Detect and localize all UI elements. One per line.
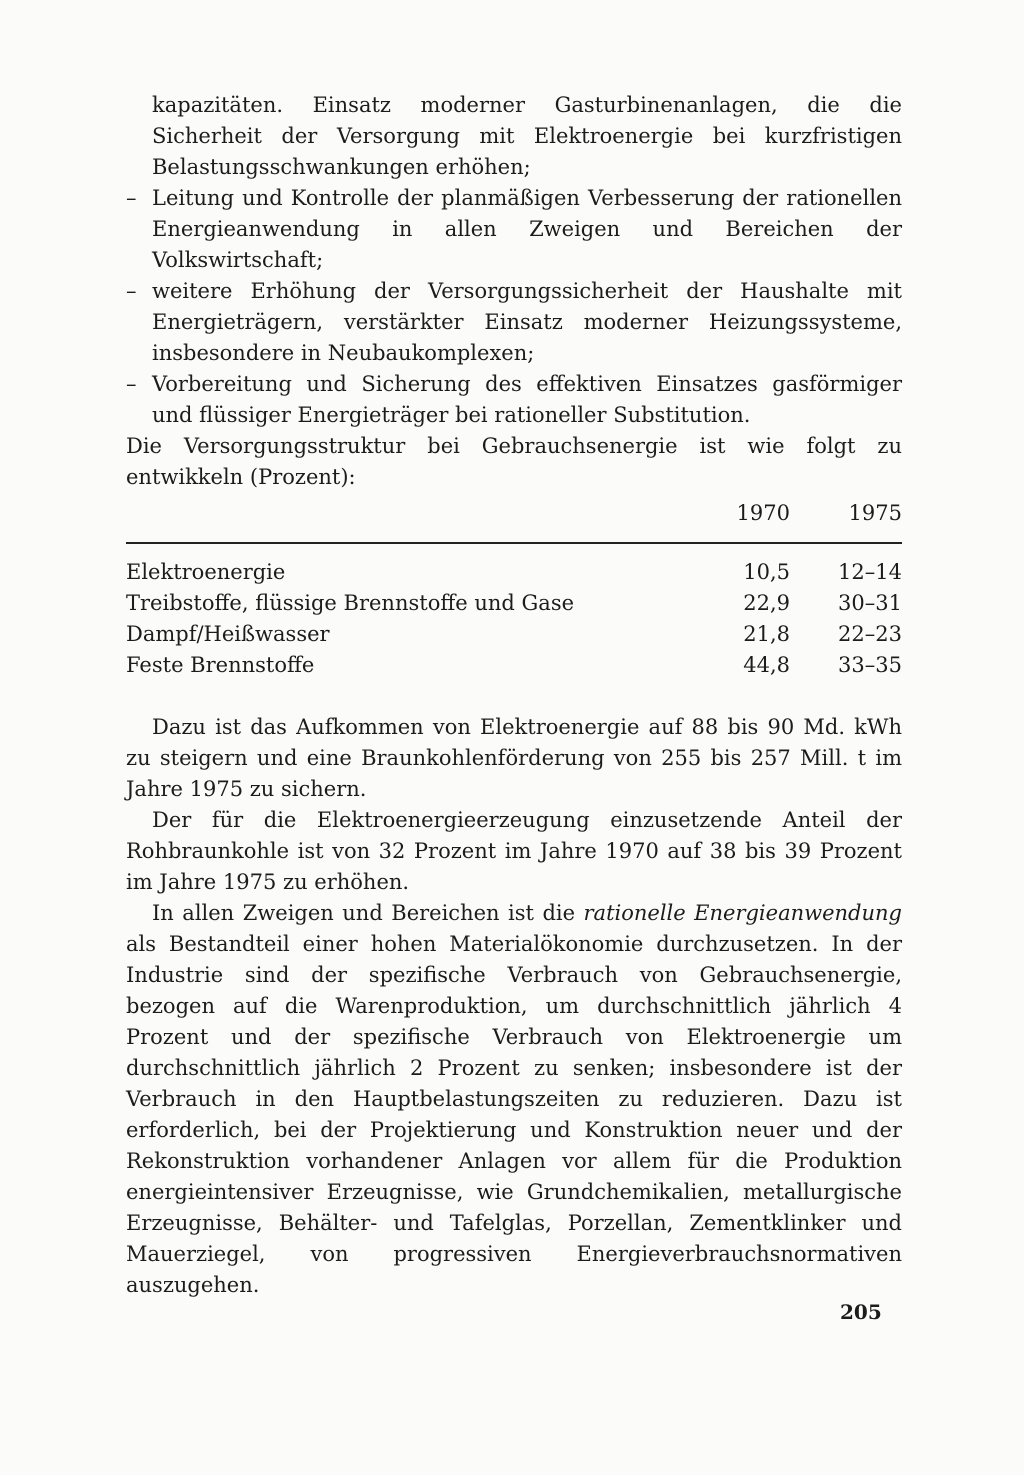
table-header [126, 498, 902, 529]
data-table [126, 557, 902, 681]
value-1970: 22,9 [743, 591, 790, 615]
paragraph-text: als Bestandteil einer hohen Materialökonomie durchzusetzen. In der Industrie sind der spezifische Verbrauch von Gebrauchsenergie, bezogen auf die Warenproduktion, um durchschnittlich jährlich 4 Prozent und der spezifische Verbrauch von Elektroenergie um durchschnittlich jährlich 2 Prozent zu senken; insbesondere ist der Verbrauch in den Hauptbelastungszeiten zu reduzieren. Dazu ist erforderlich, bei der Projektierung und Konstruktion neuer und der Rekonstruktion vorhandener Anlagen vor allem für die Produktion energieintensiver Erzeugnisse, wie Grundchemikalien, metallurgische Erzeugnisse, Behälter- und Tafelglas, Porzellan, Zementklinker und Mauerziegel, von progressiven Energieverbrauchsnormativen auszugehen. [126, 932, 902, 1297]
paragraph [126, 898, 902, 1301]
paragraph-text: In allen Zweigen und Bereichen ist die [152, 901, 584, 925]
emphasis-text: rationelle Energieanwendung [583, 901, 902, 925]
row-label: Dampf/Heißwasser [126, 622, 330, 646]
continuation-text: kapazitäten. Einsatz moderner Gasturbinenanlagen, die die Sicherheit der Versorgung mit Elektroenergie bei kurzfristigen Belastungsschwankungen erhöhen; [152, 93, 902, 179]
list-item-text: Leitung und Kontrolle der planmäßigen Verbesserung der rationellen Energieanwendung in allen Zweigen und Bereichen der Volkswirtschaft; [152, 186, 902, 272]
paragraph: Der für die Elektroenergieerzeugung einzusetzende Anteil der Rohbraunkohle ist von 32 Prozent im Jahre 1970 auf 38 bis 39 Prozent im Jahre 1975 zu erhöhen. [126, 808, 902, 894]
page-number: 205 [840, 1300, 882, 1324]
table-row [126, 557, 902, 588]
list-item-text: Vorbereitung und Sicherung des effektiven Einsatzes gasförmiger und flüssiger Energieträger bei rationeller Substitution. [152, 372, 902, 427]
value-1970: 21,8 [743, 622, 790, 646]
top-section [126, 90, 902, 493]
row-label: Elektroenergie [126, 560, 286, 584]
table-row [126, 650, 902, 681]
value-1975: 33–35 [838, 653, 902, 677]
paragraph: Dazu ist das Aufkommen von Elektroenergie auf 88 bis 90 Md. kWh zu steigern und eine Braunkohlenförderung von 255 bis 257 Mill. t im Jahre 1975 zu sichern. [126, 715, 902, 801]
value-1975: 22–23 [838, 622, 902, 646]
list-item [126, 183, 902, 276]
value-1975: 12–14 [838, 560, 902, 584]
row-label: Feste Brennstoffe [126, 653, 315, 677]
table-intro: Die Versorgungsstruktur bei Gebrauchsenergie ist wie folgt zu entwikkeln (Prozent): [126, 434, 902, 489]
value-1970: 10,5 [743, 560, 790, 584]
list-item [126, 276, 902, 369]
value-1975: 30–31 [838, 591, 902, 615]
column-header-1970: 1970 [736, 501, 790, 525]
value-1970: 44,8 [743, 653, 790, 677]
row-label: Treibstoffe, flüssige Brennstoffe und Gase [126, 591, 575, 615]
list-item [126, 369, 902, 431]
dash-bullet: – [126, 372, 137, 396]
table-row [126, 588, 902, 619]
table-rule [126, 542, 902, 544]
list-item-text: weitere Erhöhung der Versorgungssicherheit der Haushalte mit Energieträgern, verstärkter Einsatz moderner Heizungssysteme, insbesondere in Neubaukomplexen; [152, 279, 902, 365]
body-section [126, 712, 902, 1301]
column-header-1975: 1975 [848, 501, 902, 525]
dash-bullet: – [126, 279, 137, 303]
table-row [126, 619, 902, 650]
dash-bullet: – [126, 186, 137, 210]
